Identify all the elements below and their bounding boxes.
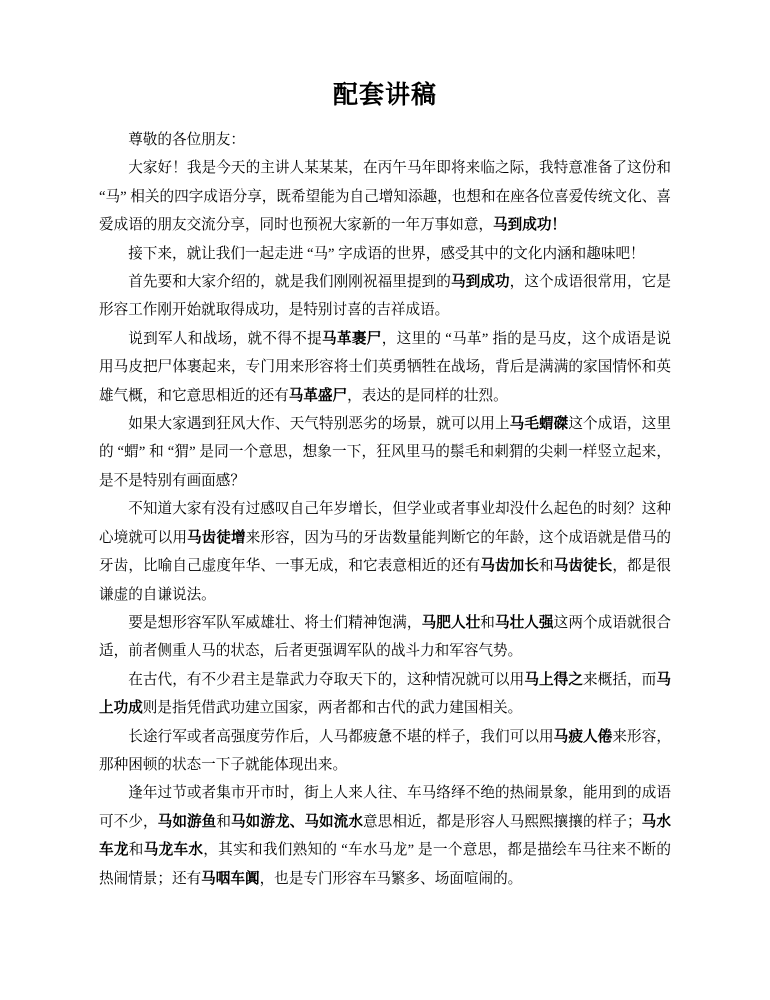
- idiom-bold-text: 马到成功: [450, 274, 510, 291]
- paragraph: [99, 495, 671, 609]
- body-text: 不知道大家有没有过感叹自己年岁增长，但学业或者事业却没什么起色的时刻？这种心境就可以用: [99, 501, 671, 546]
- body-text: 大家好！我是今天的主讲人某某某，在丙午马年即将来临之际，我特意准备了这份和 “马” 相关的四字成语分享，既希望能为自己增知添趣，也想和在座各位喜爱传统文化、喜爱成语的朋友交流分享，同时也预祝大家新的一年万事如意，: [99, 160, 671, 234]
- body-text: 来形容，那种困顿的状态一下子就能体现出来。: [99, 728, 671, 773]
- body-text: 意思相近，都是形容人马熙熙攘攘的样子；: [363, 813, 642, 830]
- idiom-bold-text: 马水车龙: [99, 813, 671, 859]
- body-text: 来概括，而: [583, 671, 657, 688]
- body-text: 这两个成语就很合适，前者侧重人马的状态，后者更强调军队的战斗力和军容气势。: [99, 614, 671, 660]
- body-text: 在古代，有不少君主是靠武力夺取天下的，这种情况就可以用: [128, 671, 525, 688]
- paragraph: [99, 268, 671, 325]
- body-text: 说到军人和战场，就不得不提: [128, 330, 323, 347]
- paragraph: [99, 154, 671, 239]
- body-text: 则是指凭借武功建立国家，两者都和古代的武力建国相关。: [142, 700, 523, 717]
- body-text: 逢年过节或者集市开市时，街上人来人往、车马络绎不绝的热闹景象，能用到的成语可不少，: [99, 785, 671, 830]
- body-text: 这个成语，这里的 “蝟” 和 “猬” 是同一个意思，想象一下，狂风里马的鬃毛和刺猬的尖刺一样竖立起来，是不是特别有画面感？: [99, 416, 671, 489]
- paragraph: [99, 723, 671, 780]
- body-text: 和: [128, 842, 144, 859]
- body-text: 和: [539, 558, 554, 575]
- body-text: 接下来，就让我们一起走进 “马” 字成语的世界，感受其中的文化内涵和趣味吧！: [128, 245, 645, 262]
- document-title: 配套讲稿: [332, 82, 437, 109]
- paragraph: [99, 240, 671, 268]
- idiom-bold-text: 马齿徒增: [187, 529, 246, 546]
- body-text: 和: [480, 614, 495, 631]
- body-text: ，都是很谦虚的自谦说法。: [99, 558, 671, 603]
- body-text: 长途行军或者高强度劳作后，人马都疲惫不堪的样子，我们可以用: [128, 728, 554, 745]
- idiom-bold-text: 马上得之: [524, 671, 583, 688]
- body-text: 和: [216, 813, 232, 830]
- idiom-bold-text: 马龙车水: [143, 842, 204, 859]
- idiom-bold-text: 马上功成: [99, 671, 671, 717]
- document-body: [99, 126, 671, 893]
- idiom-bold-text: 马壮人强: [494, 614, 554, 631]
- idiom-bold-text: 马疲人倦: [553, 728, 613, 745]
- body-text: 如果大家遇到狂风大作、天气特别恶劣的场景，就可以用上: [128, 416, 510, 433]
- idiom-bold-text: 马毛蝟磔: [509, 416, 569, 433]
- idiom-bold-text: 马肥人壮: [421, 614, 481, 631]
- idiom-bold-text: 马到成功！: [493, 217, 567, 234]
- body-text: ，这里的 “马革” 指的是马皮，这个成语是说用马皮把尸体裹起来，专门用来形容将士们英勇牺牲在战场，背后是满满的家国情怀和英雄气概，和它意思相近的还有: [99, 330, 671, 404]
- body-text: ，表达的是同样的壮烈。: [347, 387, 508, 404]
- idiom-bold-text: 马如游龙、马如流水: [231, 813, 364, 830]
- paragraph: [99, 779, 671, 893]
- paragraph: [99, 609, 671, 666]
- idiom-bold-text: 马齿徒长: [553, 558, 613, 575]
- paragraph: [99, 666, 671, 723]
- idiom-bold-text: 马齿加长: [480, 558, 540, 575]
- body-text: 尊敬的各位朋友：: [128, 132, 245, 148]
- idiom-bold-text: 马革盛尸: [288, 387, 348, 404]
- paragraph: [99, 325, 671, 410]
- body-text: ，也是专门形容车马繁多、场面喧闹的。: [259, 870, 523, 887]
- paragraph: [99, 410, 671, 495]
- body-text: 首先要和大家介绍的，就是我们刚刚祝福里提到的: [128, 274, 451, 291]
- idiom-bold-text: 马咽车阗: [201, 870, 260, 887]
- body-text: 要是想形容军队军威雄壮、将士们精神饱满，: [128, 614, 422, 631]
- idiom-bold-text: 马如游鱼: [157, 813, 217, 830]
- body-text: ，这个成语很常用，它是形容工作刚开始就取得成功，是特别讨喜的吉祥成语。: [99, 274, 671, 319]
- body-text: ，其实和我们熟知的 “车水马龙” 是一个意思，都是描绘车马往来不断的热闹情景；还有: [99, 842, 671, 887]
- paragraph: [99, 126, 671, 154]
- idiom-bold-text: 马革裹尸: [322, 330, 382, 347]
- body-text: 来形容，因为马的牙齿数量能判断它的年龄，这个成语就是借马的牙齿，比喻自己虚度年华、一事无成，和它表意相近的还有: [99, 529, 671, 575]
